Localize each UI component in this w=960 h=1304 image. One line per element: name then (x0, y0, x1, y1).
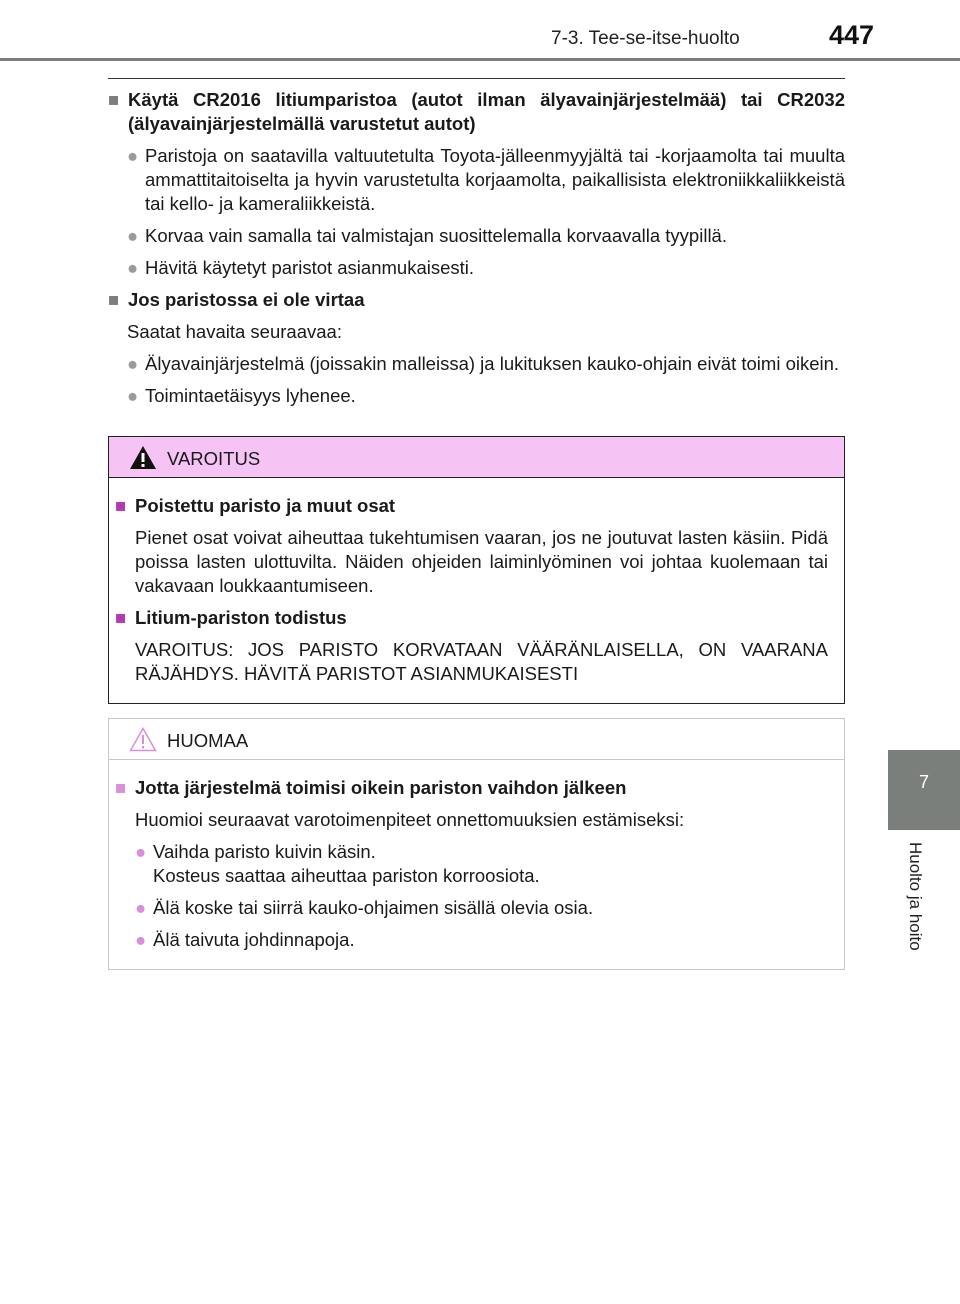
section-heading: ■ Jos paristossa ei ole virtaa (108, 289, 365, 310)
chapter-tab (888, 750, 960, 830)
dot-bullet-icon: ● (135, 897, 147, 918)
dot-bullet-icon: ● (135, 841, 147, 862)
notice-box-header (109, 719, 844, 760)
header-bar (0, 58, 960, 61)
chapter-number: 7 (918, 772, 929, 792)
dot-bullet-icon: ● (135, 929, 147, 950)
notice-heading: ■ Jotta järjestelmä toimisi oikein pariston vaihdon jälkeen (115, 777, 627, 798)
list-item: ● Hävitä käytetyt paristot asianmukaisesti. (127, 257, 475, 278)
warning-heading: ■ Litium-pariston todistus (115, 607, 347, 628)
square-bullet-icon: ■ (108, 89, 120, 110)
list-item: ● Paristoja on saatavilla valtuutetulta Toyota-jälleenmyyjältä tai -korjaamolta tai muulta ammattitaitoiselta ja hyvin varustetulta korjaamolta, paikallisista elektroniikkaliikkeistä tai kello- ja kameraliikkeistä. (127, 145, 845, 214)
list-item: ● Korvaa vain samalla tai valmistajan suosittelemalla korvaavalla tyypillä. (127, 225, 727, 246)
list-item: ● Älä taivuta johdinnapoja. (135, 929, 355, 950)
list-item: ● Vaihda paristo kuivin käsin. Kosteus saattaa aiheuttaa pariston korroosiota. (135, 841, 540, 886)
square-bullet-icon: ■ (115, 777, 127, 798)
warning-triangle-icon (129, 445, 157, 470)
page-number: 447 (829, 20, 875, 50)
notice-title: HUOMAA (167, 730, 249, 751)
warning-box-header (109, 437, 844, 478)
list-item: ● Älyavainjärjestelmä (joissakin malleissa) ja lukituksen kauko-ohjain eivät toimi oikein. (127, 353, 840, 374)
section-title: 7-3. Tee-se-itse-huolto (551, 28, 740, 49)
warning-heading: ■ Poistettu paristo ja muut osat (115, 495, 396, 516)
square-bullet-icon: ■ (108, 289, 120, 310)
content-rule (108, 78, 845, 79)
dot-bullet-icon: ● (127, 225, 139, 246)
notice-box (108, 718, 845, 970)
section-heading: ■ Käytä CR2016 litiumparistoa (autot ilman älyavainjärjestelmää) tai CR2032 (älyavainjärjestelmällä varustetut autot) (108, 89, 845, 134)
list-item: ● Älä koske tai siirrä kauko-ohjaimen sisällä olevia osia. (135, 897, 594, 918)
paragraph: Saatat havaita seuraavaa: (127, 321, 342, 342)
notice-box-body (109, 760, 844, 952)
list-item: ● Toimintaetäisyys lyhenee. (127, 385, 356, 406)
dot-bullet-icon: ● (127, 257, 139, 278)
warning-text: Pienet osat voivat aiheuttaa tukehtumisen vaaran, jos ne joutuvat lasten käsiin. Pidä poissa lasten ulottuvilta. Näiden ohjeiden laiminlyöminen voi johtaa kuolemaan tai vakavaan loukkaantumiseen. (135, 527, 828, 596)
dot-bullet-icon: ● (127, 385, 139, 406)
dot-bullet-icon: ● (127, 145, 139, 166)
chapter-label: Huolto ja hoito (906, 842, 925, 951)
notice-text: Huomioi seuraavat varotoimenpiteet onnettomuuksien estämiseksi: (135, 809, 685, 830)
notice-triangle-outline-icon (129, 727, 157, 752)
warning-box (108, 436, 845, 704)
warning-box-body (109, 478, 844, 686)
warning-title: VAROITUS (167, 448, 261, 469)
dot-bullet-icon: ● (127, 353, 139, 374)
main-content (108, 88, 845, 416)
square-bullet-icon: ■ (115, 607, 127, 628)
square-bullet-icon: ■ (115, 495, 127, 516)
warning-text: VAROITUS: JOS PARISTO KORVATAAN VÄÄRÄNLAISELLA, ON VAARANA RÄJÄHDYS. HÄVITÄ PARISTOT ASIANMUKAISESTI (135, 639, 828, 684)
